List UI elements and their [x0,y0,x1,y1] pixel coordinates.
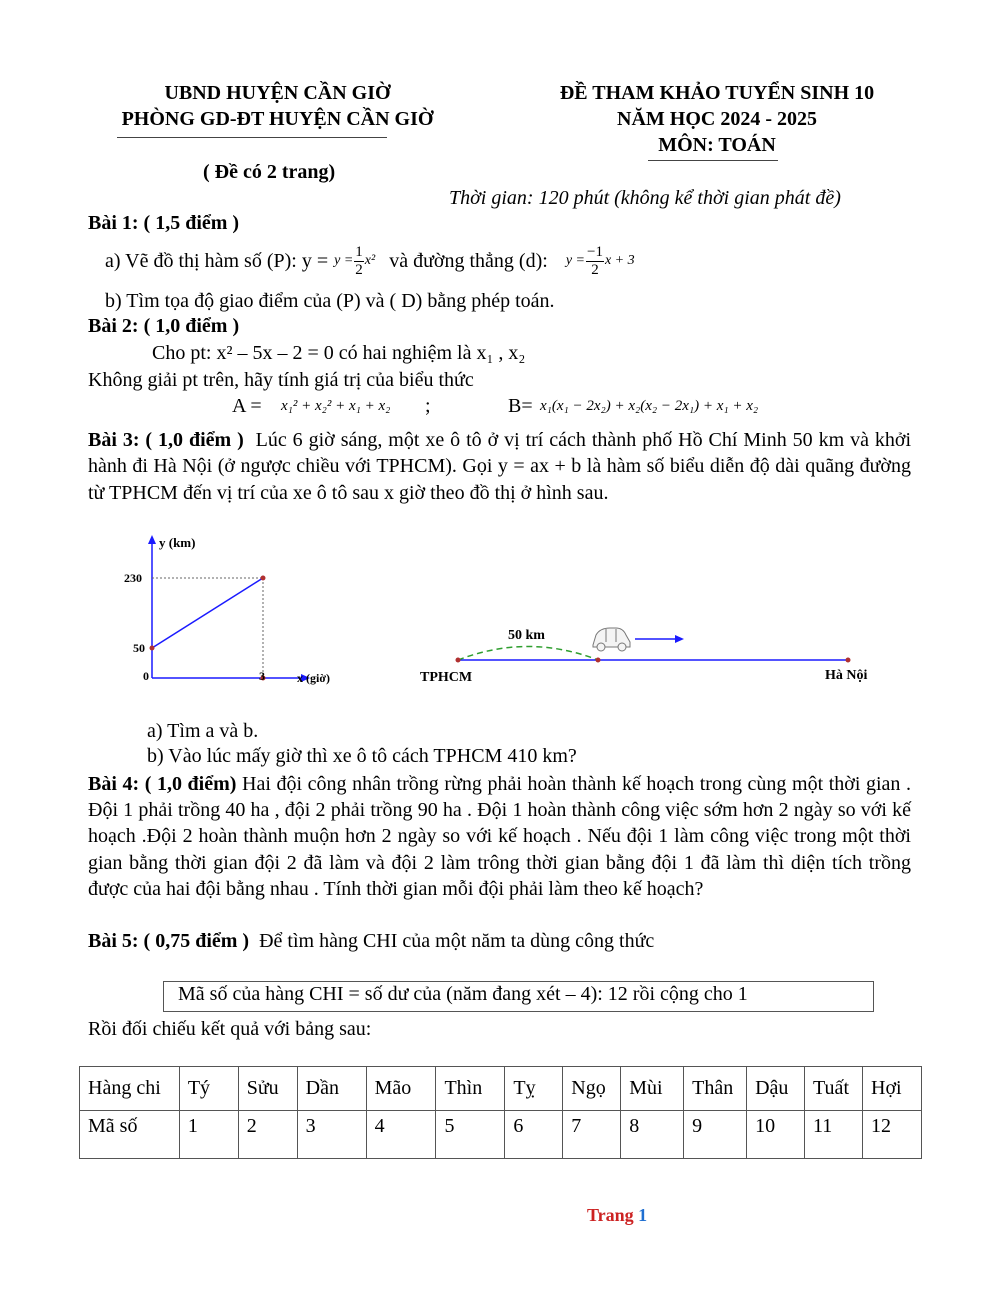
header-right-line2: NĂM HỌC 2024 - 2025 [617,108,817,130]
table-cell: Tý [179,1067,238,1111]
bai2-points: : ( 1,0 điểm ) [131,315,240,337]
line-tail: x + 3 [604,253,635,268]
bai4-paragraph [88,771,911,902]
table-cell: Mã số [80,1111,180,1159]
line-num: −1 [586,243,603,260]
bai2-equation: Cho pt: x² – 5x – 2 = 0 có hai nghiệm là x₁ , x₂ [152,342,526,364]
origin-label: 0 [143,669,149,683]
bai3-part-b: b) Vào lúc mấy giờ thì xe ô tô cách TPHCM 410 km? [147,745,577,767]
line-den: 2 [591,261,599,278]
bai2-title: Bài 2 [88,315,132,337]
car-icon [593,628,630,651]
bai3-title: Bài 3: ( 1,0 điểm ) [88,429,244,451]
graph-line [152,578,263,648]
table-cell: 4 [366,1111,436,1159]
bai3-part-a: a) Tìm a và b. [147,720,259,742]
bai5-after: Rồi đối chiếu kết quả với bảng sau: [88,1018,372,1040]
bai2-instruction: Không giải pt trên, hãy tính giá trị của biểu thức [88,369,474,391]
hcm-point [456,658,461,663]
point-end [261,576,266,581]
table-cell: Ngọ [563,1067,621,1111]
table-cell: Dần [297,1067,366,1111]
formula-text: Mã số của hàng CHI = số dư của (năm đang xét – 4): 12 rồi cộng cho 1 [178,983,748,1005]
formula-box [163,981,874,1012]
point-start [150,646,155,651]
bai5-title: Bài 5: ( 0,75 điểm ) [88,930,250,952]
bai2-heading [88,315,239,338]
label-tphcm: TPHCM [420,670,473,685]
header-subject: MÔN: TOÁN [658,134,776,156]
table-cell: 6 [505,1111,563,1159]
table-cell: 5 [436,1111,505,1159]
table-cell: Thân [684,1067,747,1111]
exam-time: Thời gian: 120 phút (không kể thời gian phát đề) [449,187,841,209]
parabola-den: 2 [355,261,363,278]
route-diagram [410,615,890,690]
bai1-part-a [105,237,635,285]
expr-b: x₁(x₁ − 2x₂) + x₂(x₂ − 2x₁) + x₁ + x₂ [540,398,759,414]
bai3-text: Lúc 6 giờ sáng, một xe ô tô ở vị trí cách thành phố Hồ Chí Minh 50 km và khởi hành đi Hà Nội (ở ngược chiều với TPHCM). Gọi y = ax + b là hàm số biểu diễn độ dài quãng đường từ TPHCM đến vị trí của xe ô tô sau x giờ theo đồ thị ở hình sau. [88,429,912,504]
y-tick-230: 230 [124,571,142,585]
hanoi-point [846,658,851,663]
table-cell: Hợi [863,1067,922,1111]
bai1-title: Bài 1: ( 1,5 điểm ) [88,212,240,234]
header-left-rule [117,137,387,138]
footer-page-number: 1 [638,1205,648,1225]
table-cell: 2 [238,1111,297,1159]
distance-time-graph [110,530,370,695]
bai4-text: Hai đội công nhân trồng rừng phải hoàn thành kế hoạch trong cùng một thời gian . Đội 1 phải trồng 40 ha , đội 2 phải trồng 90 ha . Đội 1 hoàn thành công việc sớm hơn 2 ngày so với kế hoạch .Đội 2 hoàn thành muộn hơn 2 ngày so với kế hoạch . Nếu đội 1 làm công việc trong một thời gian bằng thời gian đội 2 đã làm và đội 2 làm trông thời gian bằng đội 1 đã làm thì diện tích trồng được của hai đội bằng nhau . Tính thời gian mỗi đội phải làm theo kế hoạch? [88,773,912,900]
bai3-paragraph [88,427,911,506]
parabola-tail: x² [364,253,376,268]
y-tick-50: 50 [133,641,145,655]
line-fraction [586,244,604,279]
expr-b-label: B= [508,395,533,417]
table-cell: 7 [563,1111,621,1159]
table-cell: Thìn [436,1067,505,1111]
parabola-y: y = [334,253,354,268]
header-left-line1: UBND HUYỆN CẦN GIỜ [164,82,391,104]
line-y: y = [565,253,585,268]
table-row-hang-chi [80,1067,922,1111]
bai5-intro: Để tìm hàng CHI của một năm ta dùng công thức [259,930,655,952]
expr-a: x₁² + x₂² + x₁ + x₂ [281,398,391,414]
table-cell: Mùi [621,1067,684,1111]
y-axis-arrow [148,535,156,544]
header-left-line2: PHÒNG GD-ĐT HUYỆN CẦN GIỜ [121,108,434,130]
bai5-heading [88,930,654,953]
table-cell: Dậu [747,1067,805,1111]
can-chi-table [79,1066,922,1159]
pages-note: ( Đề có 2 trang) [203,161,336,183]
table-cell: 11 [805,1111,863,1159]
table-cell: Mão [366,1067,436,1111]
x-tick-3: 3 [259,669,265,683]
table-cell: Hàng chi [80,1067,180,1111]
table-row-ma-so [80,1111,922,1159]
label-hanoi: Hà Nội [825,668,868,683]
header-right-rule [648,160,778,161]
table-cell: Sửu [238,1067,297,1111]
bai4-title: Bài 4: ( 1,0 điểm) [88,773,237,795]
distance-arc [458,647,598,661]
y-axis-label: y (km) [159,535,196,550]
bai1-part-b: b) Tìm tọa độ giao điểm của (P) và ( D) bằng phép toán. [105,290,555,312]
footer-word: Trang [587,1205,634,1225]
x-axis-label: x (giờ) [297,671,330,685]
table-cell: 12 [863,1111,922,1159]
bai1-a-mid: và đường thẳng (d): [389,249,548,272]
table-cell: 1 [179,1111,238,1159]
distance-label: 50 km [508,628,545,643]
expr-a-label: A = [232,395,262,417]
header-right-line1: ĐỀ THAM KHẢO TUYỂN SINH 10 [559,82,875,104]
table-cell: 3 [297,1111,366,1159]
table-cell: 8 [621,1111,684,1159]
bai1-a-text: a) Vẽ đồ thị hàm số (P): y = [105,249,329,272]
parabola-fraction [354,244,364,279]
parabola-num: 1 [355,243,363,260]
table-cell: Tuất [805,1067,863,1111]
car-point [596,658,601,663]
page-footer [587,1205,647,1226]
table-cell: 10 [747,1111,805,1159]
table-cell: 9 [684,1111,747,1159]
expr-separator: ; [425,395,431,417]
table-cell: Tỵ [505,1067,563,1111]
direction-arrowhead [675,635,684,643]
